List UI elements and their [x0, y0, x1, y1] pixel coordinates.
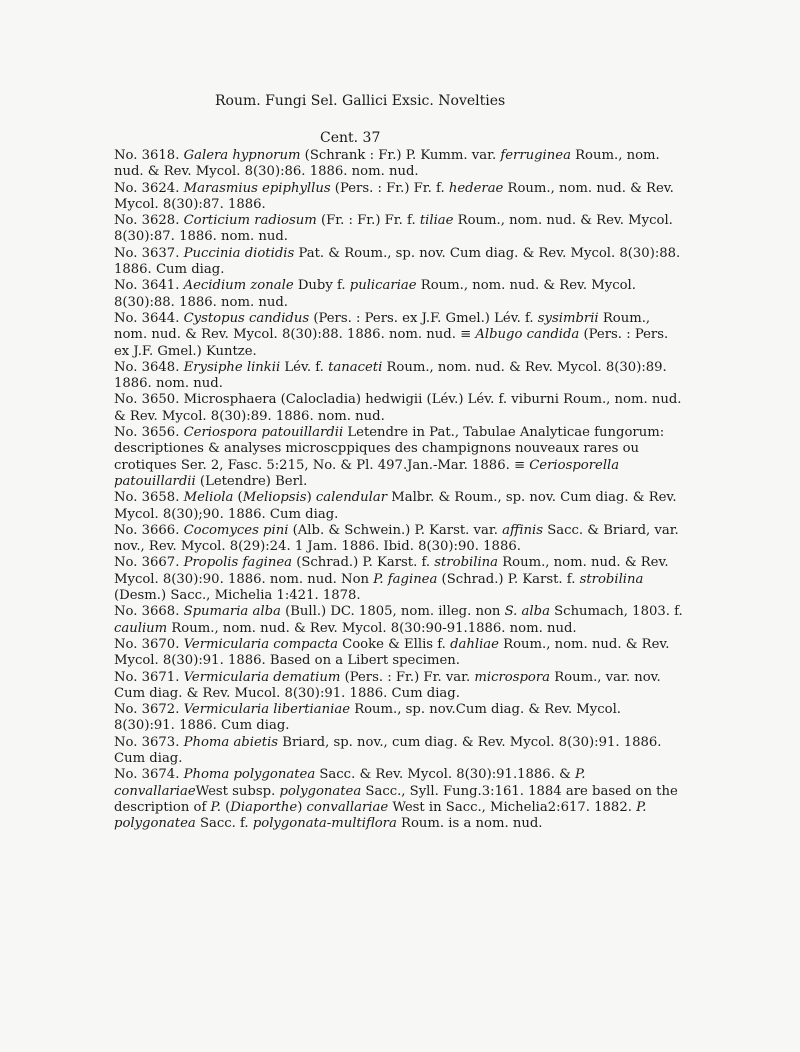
- entry-item: [114, 425, 684, 490]
- entry-text: No. 3668.: [114, 604, 184, 620]
- entry-item: [114, 735, 684, 768]
- entry-text: (: [233, 490, 243, 506]
- entry-text: Roum. is a nom. nud.: [396, 816, 543, 832]
- taxon-name: Marasmius epiphyllus: [183, 180, 331, 196]
- taxon-name: tanaceti: [328, 359, 383, 375]
- entry-item: [114, 148, 684, 181]
- entry-text: No. 3658.: [114, 490, 184, 506]
- entry-item: [114, 392, 684, 425]
- taxon-name: strobilina: [434, 555, 499, 571]
- taxon-name: Aecidium zonale: [183, 278, 294, 294]
- taxon-name: P. convallariae: [114, 767, 586, 799]
- taxon-name: Meliola: [183, 490, 234, 506]
- entry-item: [114, 213, 684, 246]
- entry-text: No. 3618.: [114, 148, 184, 163]
- entry-text: (Pers. : Pers. ex J.F. Gmel.) Lév. f.: [309, 310, 538, 326]
- entry-text: ): [306, 490, 316, 506]
- taxon-name: Diaporthe: [230, 799, 298, 815]
- taxon-name: S. alba: [504, 604, 550, 620]
- taxon-name: Galera hypnorum: [183, 148, 301, 163]
- entry-text: No. 3667.: [114, 555, 184, 571]
- entry-text: Roum., nom. nud. & Rev. Mycol. 8(30):88. 1886. nom. nud. ≡: [114, 310, 651, 343]
- entry-text: (Schrad.) P. Karst. f.: [437, 571, 580, 587]
- entry-text: No. 3624.: [114, 180, 184, 196]
- taxon-name: Puccinia diotidis: [183, 245, 295, 261]
- taxon-name: pulicariae: [349, 278, 417, 294]
- taxon-name: tiliae: [419, 213, 454, 229]
- entry-text: (Schrad.) P. Karst. f.: [292, 555, 435, 571]
- taxon-name: P.: [210, 799, 221, 815]
- taxon-name: Cocomyces pini: [183, 522, 289, 538]
- entry-text: West subsp.: [195, 783, 280, 799]
- entry-text: Sacc., Syll. Fung.3:161. 1884 are based on the description of: [114, 783, 678, 815]
- entry-text: Roum., nom. nud. & Rev. Mycol. 8(30):91. 1886. Based on a Libert specimen.: [114, 636, 670, 669]
- entry-text: No. 3674.: [114, 767, 184, 783]
- entry-text: Malbr. & Roum., sp. nov. Cum diag. & Rev. Mycol. 8(30);90. 1886. Cum diag.: [114, 490, 677, 522]
- entry-list: [114, 148, 684, 832]
- entry-item: [114, 311, 684, 360]
- entry-text: (Pers. : Pers. ex J.F. Gmel.) Kuntze.: [114, 327, 669, 359]
- entry-text: Roum., nom. nud. & Rev. Mycol. 8(30):87. 1886. nom. nud.: [114, 213, 673, 245]
- entry-text: Roum., nom. nud. & Rev. Mycol. 8(30:90-91.1886. nom. nud.: [167, 620, 577, 636]
- entry-text: (Bull.) DC. 1805, nom. illeg. non: [280, 604, 505, 620]
- entry-text: No. 3670.: [114, 636, 184, 652]
- entry-text: Roum., sp. nov.Cum diag. & Rev. Mycol. 8(30):91. 1886. Cum diag.: [114, 702, 621, 734]
- entry-text: Schumach, 1803. f.: [549, 604, 683, 620]
- entry-text: (Pers. : Fr.) Fr. f.: [330, 180, 449, 196]
- entry-text: No. 3641.: [114, 278, 184, 294]
- document-title: Roum. Fungi Sel. Gallici Exsic. Novelties: [215, 93, 506, 109]
- century-heading: Cent. 37: [320, 130, 381, 146]
- taxon-name: hederae: [448, 180, 504, 196]
- taxon-name: Vermicularia dematium: [183, 669, 341, 685]
- taxon-name: Cystopus candidus: [183, 310, 310, 326]
- entry-item: [114, 637, 684, 670]
- entry-text: Letendre in Pat., Tabulae Analyticae fungorum: descriptiones & analyses microscppiques des champignons nouveaux rares ou crotiques Ser. 2, Fasc. 5:215, No. & Pl. 497.Jan.-Mar. 1886. ≡: [114, 425, 665, 473]
- entry-text: (Pers. : Fr.) Fr. var.: [340, 669, 475, 685]
- taxon-name: P. polygonatea: [114, 799, 647, 832]
- entry-text: No. 3656.: [114, 425, 184, 441]
- entry-text: West in Sacc., Michelia2:617. 1882.: [388, 799, 637, 815]
- entry-item: [114, 702, 684, 735]
- entry-text: Duby f.: [293, 278, 350, 294]
- taxon-name: Albugo candida: [475, 327, 580, 343]
- taxon-name: affinis: [502, 522, 544, 538]
- entry-text: Roum., nom. nud. & Rev. Mycol. 8(30):88. 1886. nom. nud.: [114, 278, 636, 310]
- taxon-name: sysimbrii: [537, 310, 599, 326]
- entry-text: Roum., var. nov. Cum diag. & Rev. Mucol. 8(30):91. 1886. Cum diag.: [114, 669, 661, 701]
- entry-text: No. 3644.: [114, 310, 184, 326]
- taxon-name: polygonatea: [279, 783, 362, 799]
- entry-text: Briard, sp. nov., cum diag. & Rev. Mycol. 8(30):91. 1886. Cum diag.: [114, 734, 662, 766]
- taxon-name: Meliopsis: [242, 490, 307, 506]
- taxon-name: calendular: [315, 490, 388, 506]
- taxon-name: Propolis faginea: [183, 555, 293, 571]
- entry-item: [114, 181, 684, 214]
- taxon-name: strobilina: [579, 571, 644, 587]
- entry-text: Sacc. & Briard, var. nov., Rev. Mycol. 8(29):24. 1 Jam. 1886. Ibid. 8(30):90. 1886.: [114, 522, 679, 555]
- entry-text: Pat. & Roum., sp. nov. Cum diag. & Rev. Mycol. 8(30):88. 1886. Cum diag.: [114, 245, 681, 278]
- entry-item: [114, 670, 684, 703]
- taxon-name: Phoma abietis: [183, 734, 279, 750]
- taxon-name: polygonata-multiflora: [252, 816, 397, 832]
- entry-text: No. 3628.: [114, 213, 184, 229]
- taxon-name: Vermicularia libertianiae: [183, 702, 350, 718]
- entry-text: (Letendre) Berl.: [195, 473, 308, 489]
- entry-item: [114, 555, 684, 604]
- taxon-name: Ceriospora patouillardii: [183, 425, 344, 441]
- entry-text: ): [297, 799, 307, 815]
- entry-text: No. 3666.: [114, 522, 184, 538]
- entry-text: Roum., nom. nud. & Rev. Mycol. 8(30):90. 1886. nom. nud. Non: [114, 555, 669, 587]
- entry-text: Sacc. & Rev. Mycol. 8(30):91.1886. &: [315, 767, 576, 783]
- entry-text: (Alb. & Schwein.) P. Karst. var.: [288, 522, 503, 538]
- entry-text: Roum., nom. nud. & Rev. Mycol. 8(30):87. 1886.: [114, 180, 674, 212]
- entry-text: No. 3671.: [114, 669, 184, 685]
- entry-item: [114, 246, 684, 279]
- entry-text: No. 3650. Microsphaera (Calocladia) hedwigii (Lév.) Lév. f. viburni Roum., nom. nud. & Rev. Mycol. 8(30):89. 1886. nom. nud.: [114, 392, 682, 424]
- entry-text: Lév. f.: [280, 359, 329, 375]
- entry-text: (: [220, 799, 231, 815]
- taxon-name: Erysiphe linkii: [183, 359, 281, 375]
- entry-text: Roum., nom. nud. & Rev. Mycol. 8(30):89. 1886. nom. nud.: [114, 359, 667, 392]
- entry-text: (Fr. : Fr.) Fr. f.: [316, 213, 420, 229]
- taxon-name: Vermicularia compacta: [183, 636, 338, 652]
- entry-item: [114, 490, 684, 523]
- entry-text: (Schrank : Fr.) P. Kumm. var.: [300, 148, 501, 163]
- taxon-name: microspora: [474, 669, 551, 685]
- entry-item: [114, 278, 684, 311]
- entry-item: [114, 604, 684, 637]
- entry-text: Sacc. f.: [195, 816, 253, 832]
- taxon-name: Ceriosporella patouillardii: [114, 457, 620, 489]
- taxon-name: Corticium radiosum: [183, 213, 317, 229]
- taxon-name: dahliae: [450, 636, 499, 652]
- entry-item: [114, 360, 684, 393]
- taxon-name: Spumaria alba: [183, 604, 281, 620]
- entry-text: Roum., nom. nud. & Rev. Mycol. 8(30):86. 1886. nom. nud.: [114, 148, 660, 180]
- entry-item: [114, 523, 684, 556]
- entry-item: [114, 767, 684, 832]
- entry-text: No. 3648.: [114, 359, 184, 375]
- taxon-name: Phoma polygonatea: [183, 767, 316, 783]
- entry-text: No. 3673.: [114, 734, 184, 750]
- taxon-name: convallariae: [306, 799, 389, 815]
- taxon-name: ferruginea: [500, 148, 571, 163]
- entry-text: No. 3637.: [114, 245, 184, 261]
- taxon-name: caulium: [114, 620, 168, 636]
- taxon-name: P. faginea: [373, 571, 438, 587]
- entry-text: Cooke & Ellis f.: [337, 636, 451, 652]
- entry-text: No. 3672.: [114, 702, 184, 718]
- entry-text: (Desm.) Sacc., Michelia 1:421. 1878.: [114, 588, 361, 604]
